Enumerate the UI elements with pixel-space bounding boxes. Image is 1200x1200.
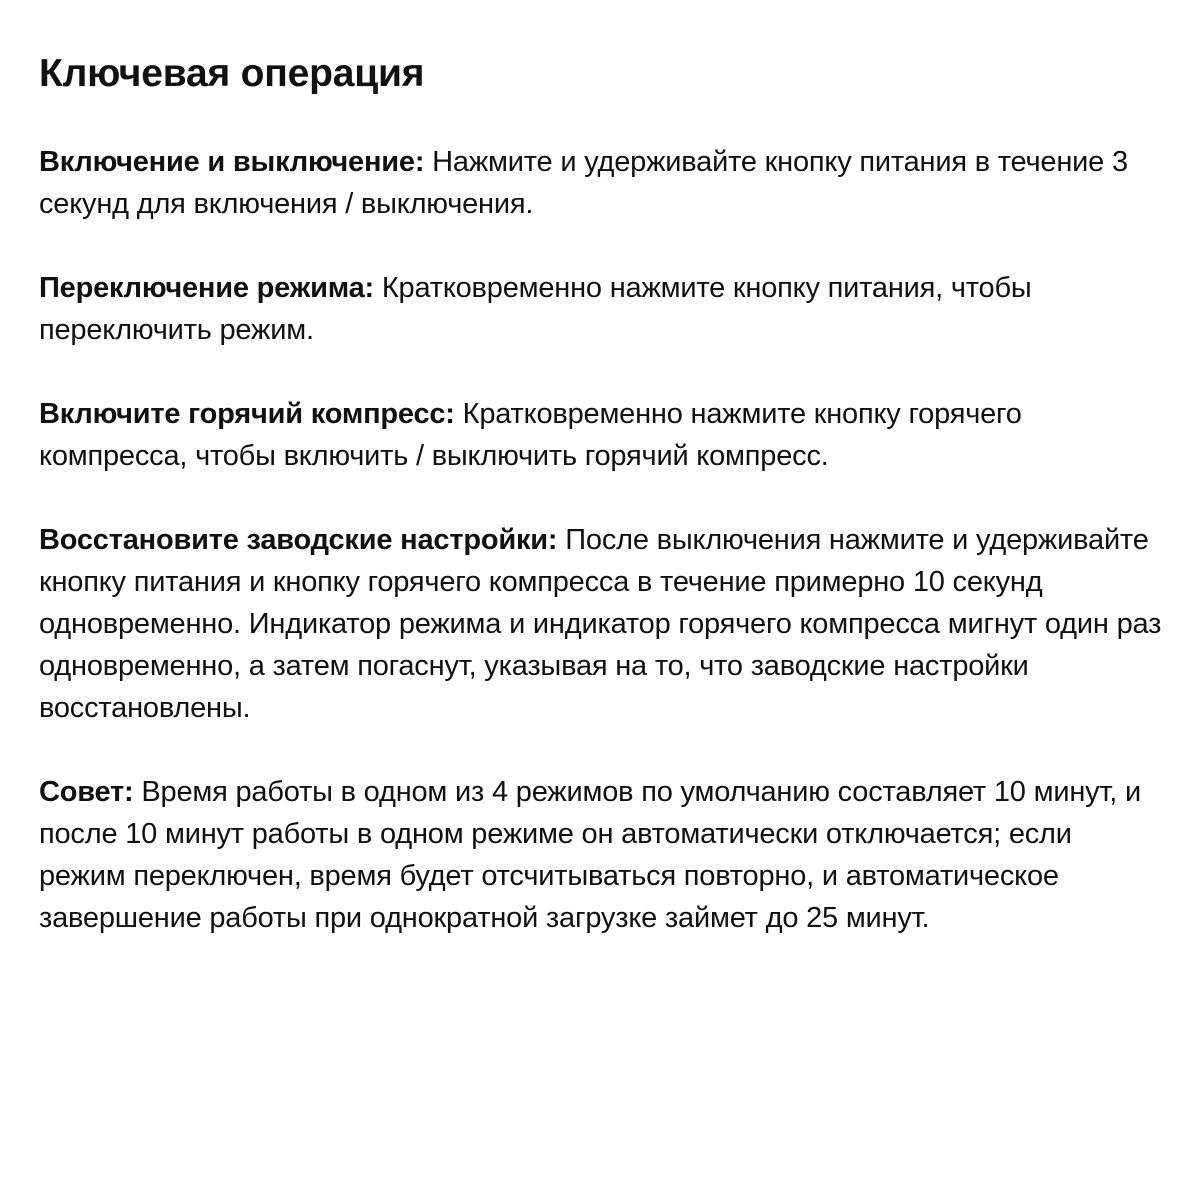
section-text: Кратковременно нажмите кнопку питания, чтобы переключить режим. [39, 272, 1032, 346]
section-power-on-off [39, 141, 1164, 225]
section-tip [39, 771, 1164, 939]
section-hot-compress [39, 393, 1164, 477]
section-factory-reset [39, 519, 1164, 729]
instructions-page [39, 48, 1164, 939]
section-text: Кратковременно нажмите кнопку горячего компресса, чтобы включить / выключить горячий компресс. [39, 398, 1022, 472]
section-text: Нажмите и удерживайте кнопку питания в течение 3 секунд для включения / выключения. [39, 146, 1128, 220]
section-label: Совет: [39, 776, 134, 808]
page-title: Ключевая операция [39, 52, 425, 95]
section-text: Время работы в одном из 4 режимов по умолчанию составляет 10 минут, и после 10 минут работы в одном режиме он автоматически отключается; если режим переключен, время будет отсчитываться повторно, и автоматическое завершение работы при однократной загрузке займет до 25 минут. [39, 776, 1142, 934]
section-text: После выключения нажмите и удерживайте кнопку питания и кнопку горячего компресса в течение примерно 10 секунд одновременно. Индикатор режима и индикатор горячего компресса мигнут один раз одновременно, а затем погаснут, указывая на то, что заводские настройки восстановлены. [39, 524, 1162, 724]
section-label: Переключение режима: [39, 272, 374, 304]
section-label: Восстановите заводские настройки: [39, 524, 558, 556]
section-mode-switch [39, 267, 1164, 351]
section-label: Включите горячий компресс: [39, 398, 455, 430]
section-label: Включение и выключение: [39, 146, 425, 178]
